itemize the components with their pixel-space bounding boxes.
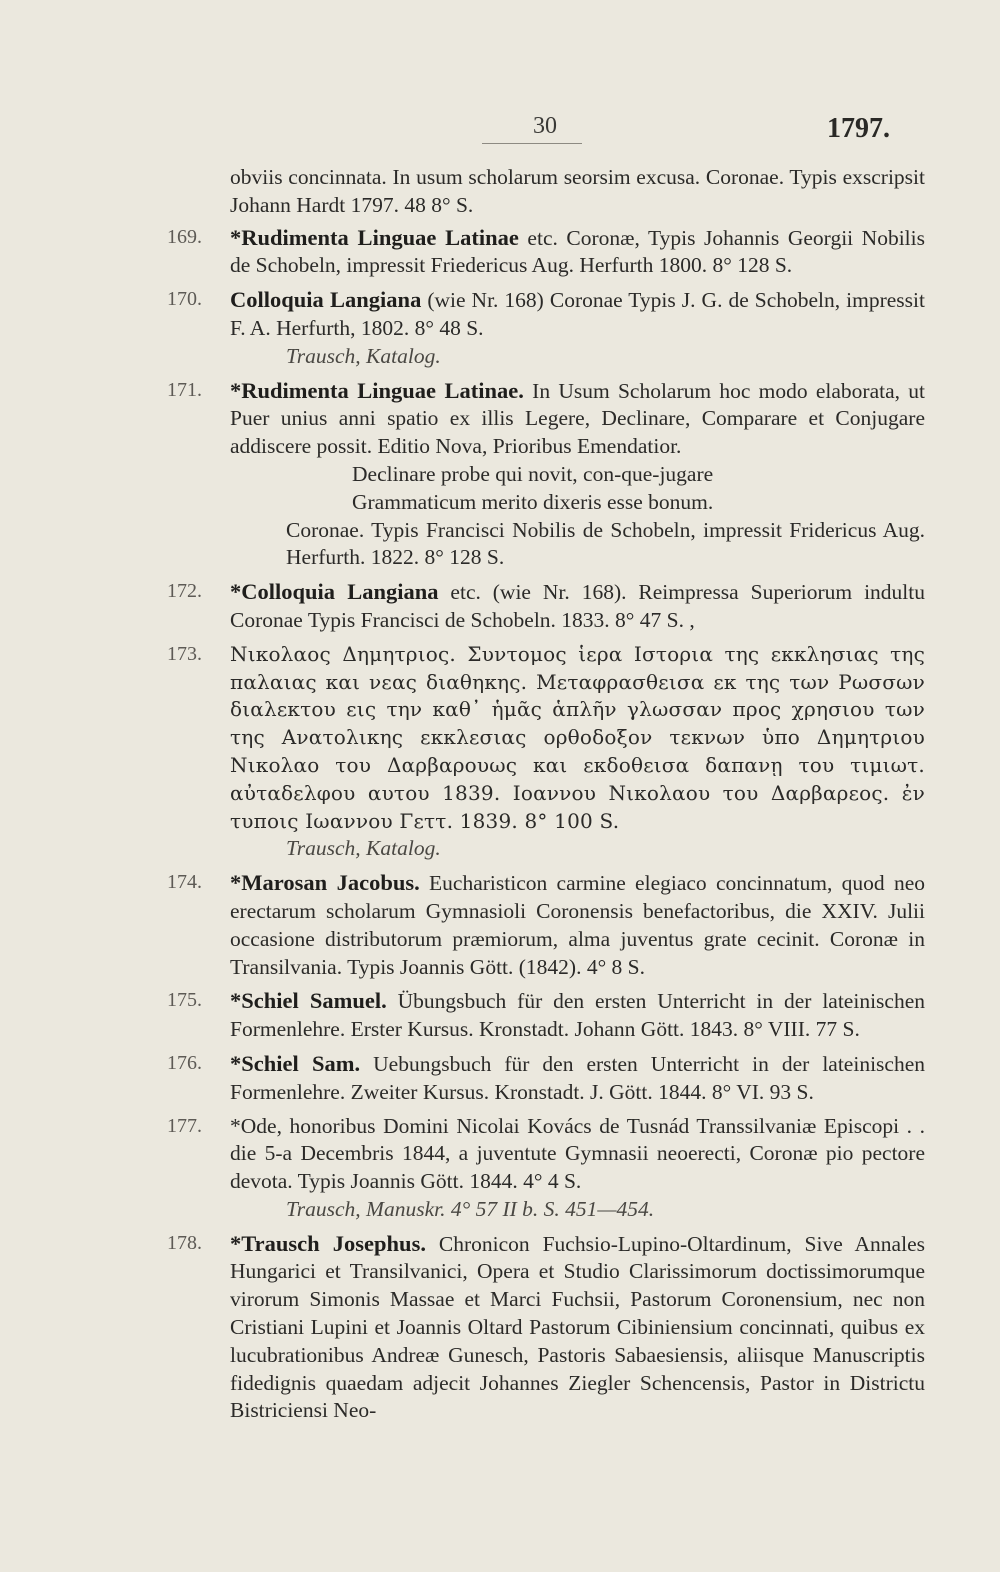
header-rule bbox=[482, 143, 582, 144]
entry-172 bbox=[167, 578, 925, 635]
page-year: 1797. bbox=[827, 113, 890, 144]
entry-number: 177. bbox=[167, 1114, 202, 1137]
entry-title: *Schiel Samuel. bbox=[230, 988, 387, 1014]
entry-number: 175. bbox=[167, 989, 202, 1012]
entry-171 bbox=[167, 377, 925, 573]
entry-title: *Rudimenta Linguae Latinae. bbox=[230, 377, 524, 403]
entry-number: 178. bbox=[167, 1231, 202, 1254]
entry-178 bbox=[167, 1230, 925, 1426]
verse-line: Declinare probe qui novit, con-que-jugare bbox=[352, 461, 714, 486]
entry-title: *Marosan Jacobus. bbox=[230, 870, 420, 896]
entry-text: Eucharisticon carmine elegiaco concinnatum, quod neo erectarum scholarum Gymnasioli Coronensis benefactoribus, die XXIV. Julii occasione distributorum præmiorum, alma juventus grate cecinit. Coronæ in Transilvania. Typis Joannis Gött. (1842). 4° 8 S. bbox=[230, 871, 925, 979]
entry-177 bbox=[167, 1113, 925, 1224]
entry-number: 169. bbox=[167, 225, 202, 248]
entry-title: *Colloquia Langiana bbox=[230, 579, 439, 605]
entry-170 bbox=[167, 286, 925, 370]
entry-reference: Trausch, Katalog. bbox=[286, 343, 441, 368]
entry-greek-text: Νικολαος Δημητριος. Συντομος ἱερα Ιστορια της εκκλησιας της παλαιας και νεας διαθηκης. Μεταφρασθεισα εκ της των Ρωσσων διαλεκτου εις την καθ᾽ ἡμᾶς ἁπλῆν γλωσσαν προς χρησιου των της Ανατολικης εκκλεσιας ορθοδοξον τεκνων ὑπο Δημητριου Νικολαο του Δαρβαρουως και εκδοθεισα δαπανῃ του τιμιωτ. αὐταδελφου αυτου 1839. Ιοαννου Νικολαου του Δαρβαρεος. ἐν τυποις Ιωαννου Γεττ. 1839. 8° 100 S. bbox=[230, 641, 925, 833]
verse-line: Grammaticum merito dixeris esse bonum. bbox=[352, 489, 714, 514]
entry-176 bbox=[167, 1050, 925, 1107]
entry-continuation bbox=[167, 164, 925, 220]
entry-173 bbox=[167, 641, 925, 863]
entry-imprint: Coronae. Typis Francisci Nobilis de Schobeln, impressit Fridericus Aug. Herfurth. 1822. 8° 128 S. bbox=[286, 517, 925, 570]
entry-number: 171. bbox=[167, 378, 202, 401]
entry-number: 174. bbox=[167, 871, 202, 894]
bibliography-text bbox=[167, 164, 925, 1431]
entry-text: Uebungsbuch für den ersten Unterricht in der lateinischen Formenlehre. Zweiter Kursus. Kronstadt. J. Gött. 1844. 8° VI. 93 S. bbox=[230, 1051, 925, 1104]
entry-title: *Rudimenta Linguae Latinae bbox=[230, 224, 519, 250]
entry-reference: Trausch, Manuskr. 4° 57 II b. S. 451—454. bbox=[286, 1196, 655, 1221]
entry-number: 176. bbox=[167, 1051, 202, 1074]
entry-text: etc. Coronæ, Typis Johannis Georgii Nobilis de Schobeln, impressit Friedericus Aug. Herfurth 1800. 8° 128 S. bbox=[230, 225, 925, 278]
entry-reference: Trausch, Katalog. bbox=[286, 836, 441, 861]
entry-number: 170. bbox=[167, 288, 202, 311]
entry-175 bbox=[167, 987, 925, 1044]
entry-number: 173. bbox=[167, 642, 202, 665]
entry-text: In Usum Scholarum hoc modo elaborata, ut Puer unius anni spatio ex illis Legere, Declinare, Comparare et Conjugare addiscere possit. Editio Nova, Prioribus Emendatior. bbox=[230, 378, 925, 459]
entry-text: (wie Nr. 168) Coronae Typis J. G. de Schobeln, impressit F. A. Herfurth, 1802. 8° 48 S. bbox=[230, 288, 925, 340]
entry-title: Colloquia Langiana bbox=[230, 287, 422, 313]
entry-text: Chronicon Fuchsio-Lupino-Oltardinum, Sive Annales Hungarici et Transilvanici, Opera et Studio Clarissimorum doctissimorumque virorum Simonis Massae et Marci Fuchsii, Pastorum Coronensium, nec non Cristiani Lupini et Joannis Oltard Pastorum Cibiniensium concinnati, quibus ex lucubrationibus Andreæ Gunesch, Pastoris Sabaesiensis, aliisque Manuscriptis fidedignis quaedam adjecit Johannes Ziegler Schencensis, Pastor in Districtu Bistriciensi Neo- bbox=[230, 1231, 925, 1423]
entry-text: Übungsbuch für den ersten Unterricht in der lateinischen Formenlehre. Erster Kursus. Kronstadt. Johann Gött. 1843. 8° VIII. 77 S. bbox=[230, 989, 925, 1042]
entry-text: obviis concinnata. In usum scholarum seorsim excusa. Coronae. Typis exscripsit Johann Hardt 1797. 48 8° S. bbox=[230, 165, 925, 217]
entry-title: *Schiel Sam. bbox=[230, 1050, 361, 1076]
entry-169 bbox=[167, 224, 925, 281]
entry-title: *Trausch Josephus. bbox=[230, 1230, 426, 1256]
entry-text: *Ode, honoribus Domini Nicolai Kovács de Tusnád Transsilvaniæ Episcopi . . die 5-a Decembris 1844, a juventute Gymnasii neoerecti, Coronæ pio pectore devota. Typis Joannis Gött. 1844. 4° 4 S. bbox=[230, 1113, 925, 1194]
entry-number: 172. bbox=[167, 580, 202, 603]
page-header bbox=[0, 113, 1000, 149]
entry-174 bbox=[167, 869, 925, 981]
entry-text: etc. (wie Nr. 168). Reimpressa Superiorum indultu Coronae Typis Francisci de Schobeln. 1833. 8° 47 S. , bbox=[230, 580, 925, 632]
page-number: 30 bbox=[533, 113, 557, 139]
